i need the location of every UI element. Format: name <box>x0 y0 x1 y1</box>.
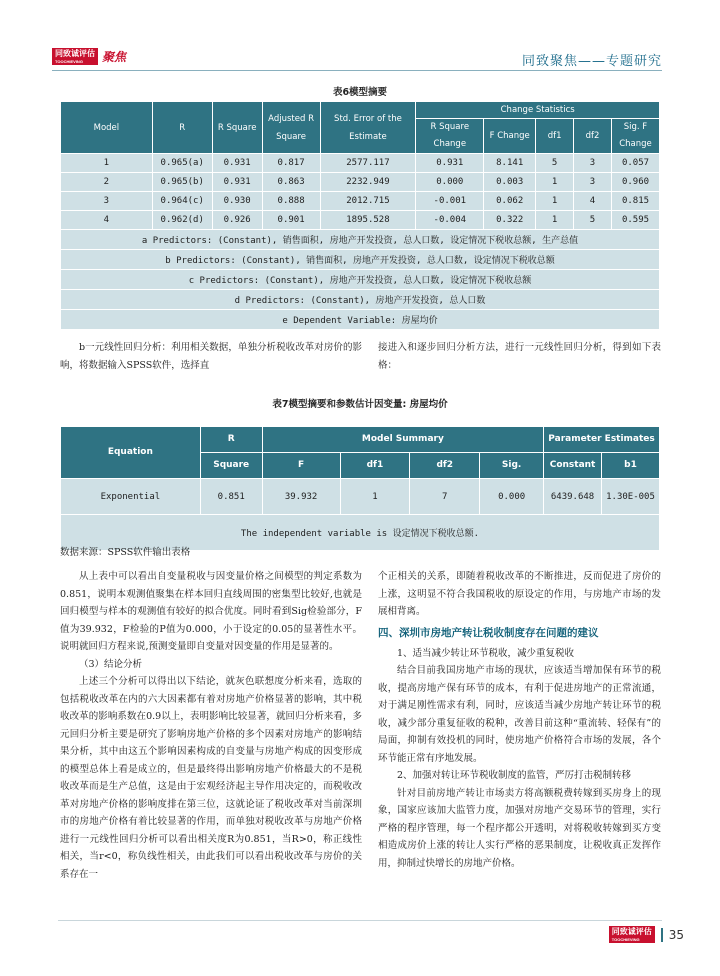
table7-note: The independent variable is 设定情况下税收总额. <box>61 515 660 551</box>
th-df2: df2 <box>574 119 612 154</box>
th-equation: Equation <box>61 427 201 479</box>
right-paragraph-3: 针对目前房地产转让市场卖方将高额税费转嫁到买房身上的现象，国家应该加大监管力度，加强对房地产交易环节的管理，实行严格的程序管理，每一个程序都公开透明，对将税收转嫁到买方变相造成房价上涨的转让人实行严格的恶果制度，让税收真正发挥作用，抑制过快增长的房地产价格。 <box>378 787 661 869</box>
mid-text-right: 接进入和逐步回归分析方法，进行一元线性回归分析，得到如下表格： <box>378 342 661 371</box>
th-f: F <box>262 453 340 479</box>
table6-note-e: e Dependent Variable: 房屋均价 <box>61 310 660 330</box>
logo-brush-text: 聚焦 <box>102 50 127 64</box>
th-df1: df1 <box>536 119 574 154</box>
subheading-2: 2、加强对转让环节税收制度的监管，严厉打击税制转移 <box>397 770 632 781</box>
table6-note-d: d Predictors: (Constant), 房地产开发投资, 总人口数 <box>61 290 660 310</box>
th-sig: Sig. <box>480 453 544 479</box>
th-model: Model <box>61 102 153 154</box>
right-paragraph-2: 结合目前我国房地产市场的现状，应该适当增加保有环节的税收，提高房地产保有环节的成本，有利于促进房地产的正常流通，对于满足刚性需求有利，同时，应该适当减少房地产转让环节的税收，减少部分重复征收的税种，改善目前这种“重流转、轻保有”的局面，抑制有效投机的同时，使房地产价格符合市场的发展，各个环节能正常有序地发展。 <box>378 665 661 764</box>
left-paragraph-2: 上述三个分析可以得出以下结论，就灰色联想度分析来看，选取的包括税收改革在内的六大因素都有着对房地产价格显著的影响，其中税收改革的影响系数在0.9以上，表明影响比较显著，就回归分析来看，多元回归分析主要是研究了影响房地产价格的多个因素对房地产的影响结果分析，其中由这五个影响因素构成的自变量与房地产构成的因变形成的模型总体上看是成立的，但是最终得出影响房地产价格最大的不是税收改革而是生产总值，这是由于宏观经济起主导作用决定的，而税收改革对房地产价格的影响度排在第三位，这就论证了税收改革对当前深圳市的房地产价格有着比较显著的作用，而单独对税收改革与房地产价格进行一元线性回归分析可以看出相关度R为0.851，当R>0，称正线性相关，当r<0，称负线性相关，由此我们可以看出税收改革与房价的关系存在一 <box>60 676 362 880</box>
th-sig-f-change: Sig. F Change <box>611 119 659 154</box>
table6-note-b: b Predictors: (Constant), 销售面积, 房地产开发投资, 总人口数, 设定情况下税收总额 <box>61 250 660 270</box>
th-f-change: F Change <box>484 119 536 154</box>
table6-note-c: c Predictors: (Constant), 房地产开发投资, 总人口数, 设定情况下税收总额 <box>61 270 660 290</box>
table7-caption: 表7模型摘要和参数估计因变量: 房屋均价 <box>272 399 448 410</box>
table-row: 1 0.965(a) 0.931 0.817 2577.117 0.931 8.141 5 3 0.057 <box>61 154 660 173</box>
right-column <box>378 568 661 872</box>
th-b1: b1 <box>602 453 660 479</box>
th-change-statistics: Change Statistics <box>416 102 660 119</box>
table6 <box>60 101 660 330</box>
section-title: 同致聚焦——专题研究 <box>521 54 662 69</box>
th-model-summary: Model Summary <box>262 427 543 453</box>
left-paragraph-1: 从上表中可以看出自变量税收与因变量价格之间模型的判定系数为0.851，说明本观测值聚集在样本回归直线周围的密集型比较好,也就是回归模型与样本的观测值有较好的拟合优度。同时看到Sig检验部分，F值为39.932，F检验的P值为0.000，小于设定的0.05的显著性水平。说明就回归方程来说,预测变量即自变量对因变量的作用是显著的。 <box>60 571 362 652</box>
conclusion-heading: （3）结论分析 <box>79 658 143 670</box>
footer-logo: 同致诚评估 TOOCHIEVING <box>609 926 655 943</box>
th-parameter-estimates: Parameter Estimates <box>544 427 660 453</box>
table6-caption: 表6模型摘要 <box>332 87 388 98</box>
th-constant: Constant <box>544 453 602 479</box>
left-column <box>60 568 362 883</box>
header-logo <box>52 48 126 65</box>
table-row: 3 0.964(c) 0.930 0.888 2012.715 -0.001 0.062 1 4 0.815 <box>61 192 660 211</box>
right-paragraph-1: 个正相关的关系，即随着税收改革的不断推进，反而促进了房价的上涨，这明显不符合我国税收的原设定的作用，与房地产市场的发展相背离。 <box>378 571 661 617</box>
section-heading-4: 四、深圳市房地产转让税收制度存在问题的建议 <box>378 626 599 639</box>
table-row: Exponential 0.851 39.932 1 7 0.000 6439.648 1.30E-005 <box>61 479 660 515</box>
th-r: R <box>152 102 212 154</box>
th-adjusted-r-square: Adjusted R Square <box>262 102 320 154</box>
table7 <box>60 426 660 551</box>
th-r-square-change: R Square Change <box>416 119 484 154</box>
footer-divider <box>58 920 662 921</box>
logo-mark: 同致诚评估 TOOCHIEVING <box>52 48 98 65</box>
th-std-error: Std. Error of the Estimate <box>320 102 416 154</box>
table-row: 2 0.965(b) 0.931 0.863 2232.949 0.000 0.003 1 3 0.960 <box>61 173 660 192</box>
th-square: Square <box>200 453 262 479</box>
subheading-1: 1、适当减少转让环节税收，减少重复税收 <box>397 647 575 659</box>
th-df1: df1 <box>340 453 410 479</box>
th-r: R <box>200 427 262 453</box>
th-df2: df2 <box>410 453 480 479</box>
data-source: 数据来源：SPSS软件输出表格 <box>60 547 191 558</box>
table-row: 4 0.962(d) 0.926 0.901 1895.528 -0.004 0.322 1 5 0.595 <box>61 211 660 230</box>
table6-note-a: a Predictors: (Constant), 销售面积, 房地产开发投资, 总人口数, 设定情况下税收总额, 生产总值 <box>61 230 660 250</box>
page-number: 35 <box>661 928 684 942</box>
th-r-square: R Square <box>212 102 262 154</box>
footer <box>609 926 684 943</box>
header-divider <box>52 70 662 71</box>
mid-text-left: b一元线性回归分析：利用相关数据，单独分析税收改革对房价的影响，将数据输入SPSS软件，选择直 <box>60 342 362 371</box>
